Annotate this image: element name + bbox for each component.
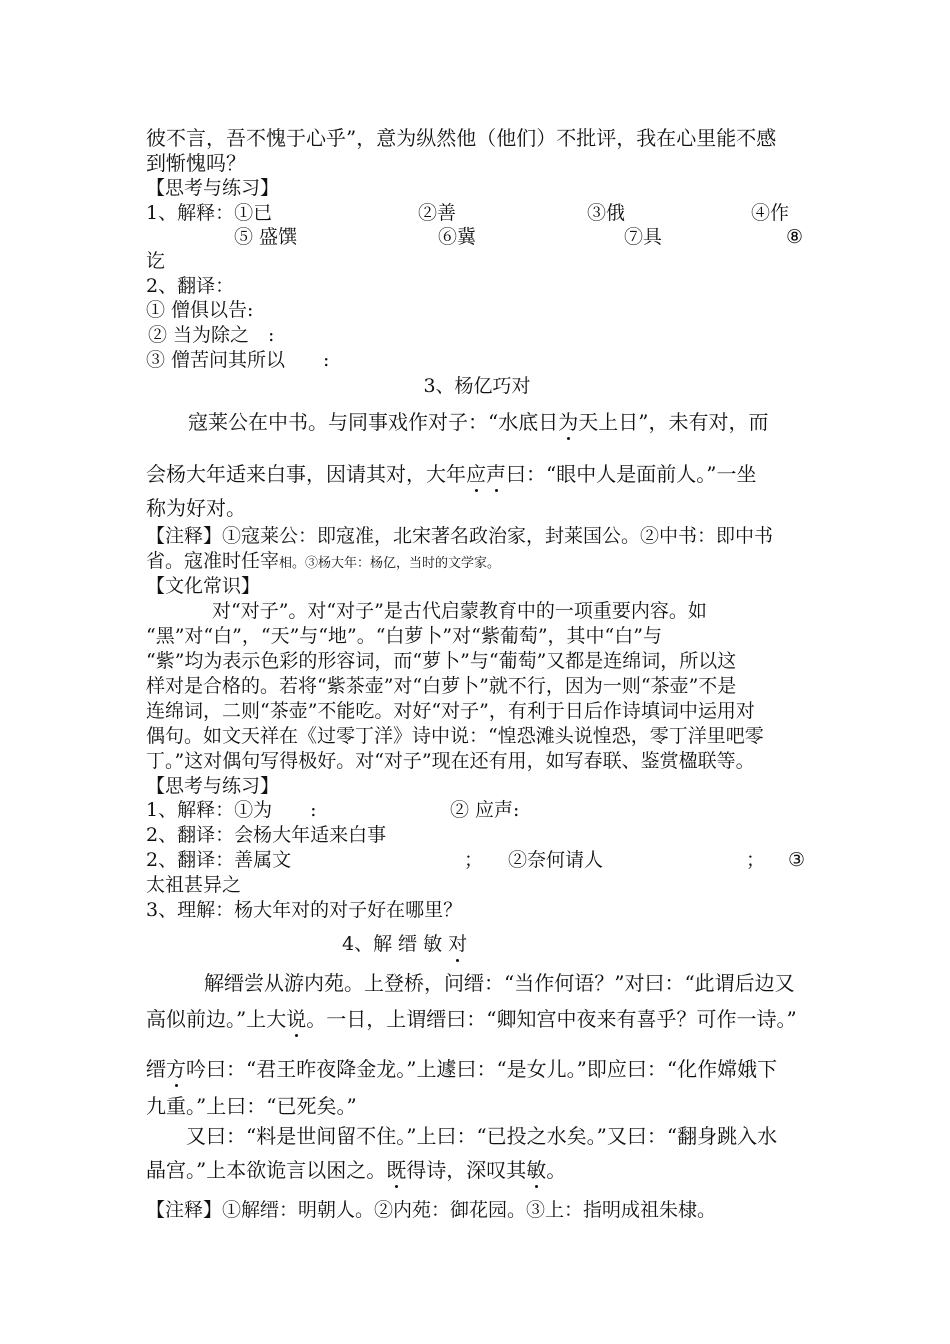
text-span: 4、解 缙 敏 [342,933,449,955]
question-line: 2、翻译：会杨大年适来白事 [146,824,387,846]
question-line: 2、翻译： [146,275,235,297]
e1-a: 1、解释：①为 : [146,799,317,821]
exercise-heading: 【思考与练习】 [146,177,280,199]
q1-h: ⑧ [786,226,804,248]
text-span: 省。寇准时任宰 [146,550,280,572]
culture-line: 丁。”这对偶句写得极好。对“对子”现在还有用，如写春联、鉴赏楹联等。 [146,750,755,772]
paragraph-line [146,1057,777,1081]
emphasis-char: 对 [448,933,468,955]
q1-c: ③俄 [587,202,626,224]
emphasis-char: 应 [466,462,486,486]
paragraph-line [188,410,768,434]
q1-g: ⑦具 [624,226,663,248]
paragraph-line: 又曰：“料是世间留不住。”上曰：“已投之水矣。”又曰：“翻身跳入水 [186,1124,778,1148]
paragraph-line: 解缙尝从游内苑。上登桥，问缙：“当作何语？”对曰：“此谓后边又 [204,971,795,995]
culture-line: 连绵词，二则“茶壶”不能吃。对好“对子”，有利于日后作诗填词中运用对 [146,700,755,722]
e3-d: ； [746,849,766,871]
text-span: 缙 [146,1057,166,1081]
translation-item: ② 当为除之 : [148,324,275,346]
text-span: 天上日”，未有对，而 [578,410,769,434]
text-span: 吟曰：“君王昨夜降金龙。”上遽曰：“是女儿。”即应曰：“化作嫦娥下 [186,1057,778,1081]
text-span: 高似前边。”上大 [146,1007,287,1031]
e1-b: ② 应声: [450,799,520,821]
section-title: 3、杨亿巧对 [423,375,531,397]
q1-d: ④作 [751,202,790,224]
e3-c: ②奈何请人 [508,849,604,871]
paragraph-line: 彼不言，吾不愧于心乎”，意为纵然他（他们）不批评，我在心里能不感 [146,126,777,150]
emphasis-char: 声 [486,462,506,486]
paragraph-line: 九重。”上曰：“已死矣。” [146,1094,357,1118]
culture-line: 样对是合格的。若将“紫茶壶”对“白萝卜”就不行，因为一则“茶壶”不是 [146,675,737,697]
culture-line: 偶句。如文天祥在《过零丁洋》诗中说：“惶恐滩头说惶恐，零丁洋里吧零 [146,725,764,747]
emphasis-char: 敏 [526,1158,547,1182]
question-line: 讫 [146,250,166,272]
text-span: 。一日，上谓缙曰：“卿知宫中夜来有喜乎？可作一诗。” [306,1007,797,1031]
text-span: 。 [546,1158,567,1182]
document-page [146,0,808,1344]
note-line: 【注释】①寇莱公：即寇准，北宋著名政治家，封莱国公。②中书：即中书 [146,525,774,547]
text-span: 会杨大年适来白事，因请其对，大年 [146,462,466,486]
e3-e: ③ [788,849,806,871]
q1-e: ⑤ 盛馔 [234,226,298,248]
paragraph-line: 到惭愧吗？ [146,151,246,175]
e3-b: ； [464,849,484,871]
emphasis-char: 既 [386,1158,407,1182]
q1-f: ⑥冀 [438,226,477,248]
text-span: 晶宫。”上本欲诡言以困之。 [146,1158,387,1182]
note-line: 【注释】①解缙：明朝人。②内苑：御花园。③上：指明成祖朱棣。 [146,1199,717,1221]
emphasis-char: 方 [166,1057,186,1081]
emphasis-char: 为 [558,410,579,434]
emphasis-char: 说 [286,1007,307,1031]
e3-a: 2、翻译：善属文 [146,849,292,871]
q1-b: ②善 [418,202,457,224]
note-line [146,549,500,576]
translation-item: ③ 僧苦问其所以 : [146,349,330,371]
culture-heading: 【文化常识】 [146,575,261,597]
translation-item: ① 僧俱以告: [146,299,254,321]
paragraph-line: 称为好对。 [146,496,246,520]
text-span: 曰：“眼中人是面前人。”一坐 [506,462,757,486]
exercise-heading: 【思考与练习】 [146,775,280,797]
text-span: 相。③杨大年：杨亿，当时的文学家。 [279,556,501,571]
section-title [342,932,467,956]
culture-line: “黑”对“白”，“天”与“地”。“白萝卜”对“紫葡萄”，其中“白”与 [146,625,662,647]
question-line: 太祖甚异之 [146,874,242,896]
culture-line: “紫”均为表示色彩的形容词，而“萝卜”与“葡萄”又都是连绵词，所以这 [146,650,737,672]
paragraph-line [146,1007,797,1031]
text-span: 寇莱公在中书。与同事戏作对子：“水底日 [188,410,559,434]
text-span: 得诗，深叹其 [406,1158,527,1182]
culture-line: 对“对子”。对“对子”是古代启蒙教育中的一项重要内容。如 [212,600,707,622]
question-line: 3、理解：杨大年对的对子好在哪里？ [146,899,463,921]
paragraph-line [146,462,756,486]
q1-a: 1、解释：①已 [146,202,273,224]
paragraph-line [146,1158,566,1182]
